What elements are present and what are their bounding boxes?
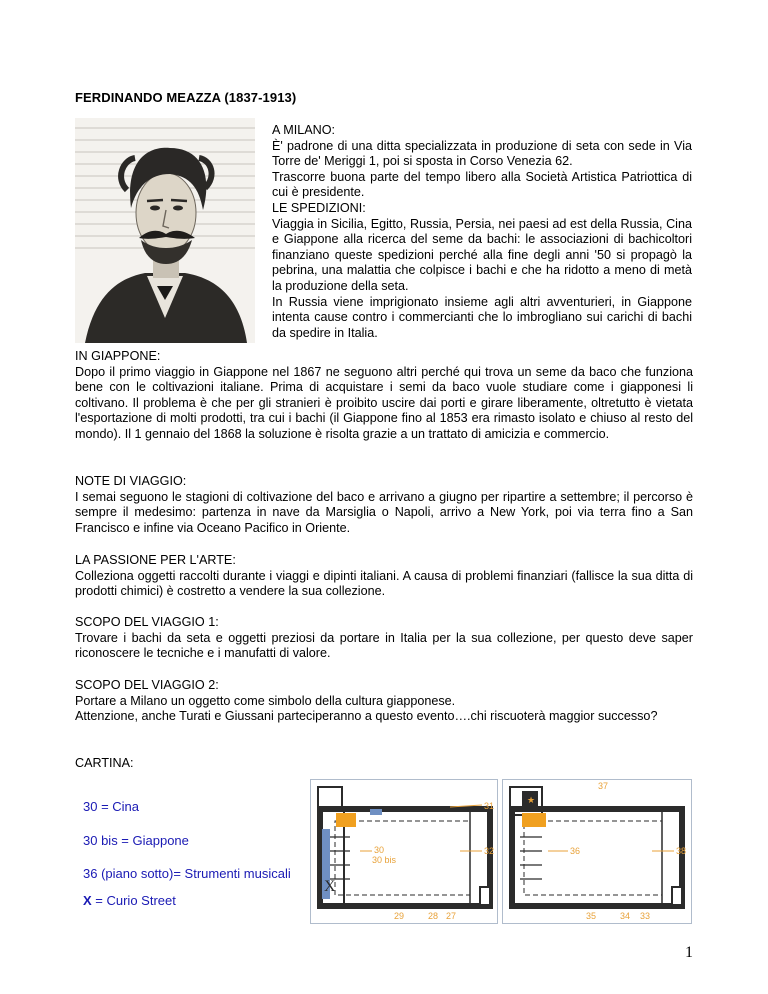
map-label-38: 38 [676, 846, 687, 856]
heading-scopo2: SCOPO DEL VIAGGIO 2: [75, 678, 219, 692]
heading-note: NOTE DI VIAGGIO: [75, 474, 187, 488]
spedizioni-line-1: Viaggia in Sicilia, Egitto, Russia, Persia, nei paesi ad est della Russia, Cina e Giappone alla ricerca del seme da bachi: le associazioni di bachicoltori finanziano queste spedizioni perché alla fine degli anni '50 si propagò la pebrina, una malattia che colpisce i bachi e che ha ridotto a meno di metà la produzione della seta. [272, 216, 692, 293]
orange-room [336, 813, 356, 827]
scopo1-text: Trovare i bachi da seta e oggetti preziosi da portare in Italia per la sua collezione, per questo deve saper riconoscere le tecniche e i manufatti di valore. [75, 630, 693, 661]
orange-room-36 [522, 813, 546, 827]
map-label-30-bis: 30 bis [372, 855, 397, 865]
section-note [75, 474, 693, 536]
heading-scopo1: SCOPO DEL VIAGGIO 1: [75, 615, 219, 629]
map-x-marker: X [324, 878, 336, 895]
legend-x-key: X [83, 893, 92, 908]
section-giappone [75, 349, 693, 443]
section-milano [272, 123, 692, 201]
map-label-30: 30 [374, 845, 385, 855]
section-arte [75, 553, 693, 600]
legend-curio-street [83, 893, 176, 908]
heading-spedizioni: LE SPEDIZIONI: [272, 201, 366, 215]
document-title: FERDINANDO MEAZZA (1837-1913) [75, 90, 297, 105]
note-text: I semai seguono le stagioni di coltivazione del baco e arrivano a giugno per ripartire a settembre; il percorso è sempre il medesimo: partenza in nave da Marsiglia o Napoli, arrivo a New York, poi via terra fino a San Francisco e infine via Oceano Pacifico in Oriente. [75, 489, 693, 535]
floor-plan-left [310, 779, 498, 924]
section-spedizioni [272, 201, 692, 341]
milano-line-2: Trascorre buona parte del tempo libero alla Società Artistica Patriottica di cui è presidente. [272, 169, 692, 200]
arte-text: Colleziona oggetti raccolti durante i viaggi e dipinti italiani. A causa di problemi finanziari (fallisce la sua ditta di prodotti chimici) è costretto a vendere la sua collezione. [75, 568, 693, 599]
map-label-29: 29 [394, 911, 405, 921]
heading-milano: A MILANO: [272, 123, 335, 137]
map-label-27: 27 [446, 911, 457, 921]
portrait-image [75, 118, 255, 343]
map-label-36: 36 [570, 846, 581, 856]
milano-line-1: È' padrone di una ditta specializzata in produzione di seta con sede in Via Torre de' Meriggi 1, poi si sposta in Corso Venezia 62. [272, 138, 692, 169]
legend-x-value: = Curio Street [91, 893, 176, 908]
page-number: 1 [685, 944, 693, 961]
map-marker-top: ★ [527, 795, 536, 805]
heading-arte: LA PASSIONE PER L'ARTE: [75, 553, 236, 567]
map-label-32: 32 [484, 846, 495, 856]
heading-cartina: CARTINA: [75, 756, 134, 770]
legend-giappone: 30 bis = Giappone [83, 833, 189, 848]
section-scopo1 [75, 615, 693, 662]
map-label-33: 33 [640, 911, 651, 921]
map-label-28: 28 [428, 911, 439, 921]
scopo2-line-2: Attenzione, anche Turati e Giussani parteciperanno a questo evento….chi riscuoterà maggior successo? [75, 709, 658, 724]
map-label-35: 35 [586, 911, 597, 921]
legend-cina: 30 = Cina [83, 799, 140, 814]
legend-strumenti: 36 (piano sotto)= Strumenti musicali [83, 866, 291, 881]
heading-giappone: IN GIAPPONE: [75, 349, 161, 363]
giappone-text: Dopo il primo viaggio in Giappone nel 1867 ne seguono altri perché qui trova un seme da baco che funziona bene con le coltivazioni italiane. Prima di acquistare i semi da baco vuole studiare come i giapponesi li coltivano. Il problema è che per gli stranieri è proibito uscire dai porti e girare liberamente, oltretutto è vietata l'esportazione di molti prodotti, tra cui i bachi (il Giappone fino al 1853 era rimasto isolato e chiuso al resto del mondo). Il 1 gennaio del 1868 la soluzione è risolta grazie a un trattato di amicizia e commercio. [75, 364, 693, 441]
scopo2-line-1: Portare a Milano un oggetto come simbolo della cultura giapponese. [75, 693, 456, 708]
map-label-34: 34 [620, 911, 631, 921]
blue-room-31 [370, 809, 382, 815]
map-label-31: 31 [484, 801, 495, 811]
map-label-37: 37 [598, 781, 609, 791]
section-scopo2 [75, 678, 693, 725]
floor-plan-right [502, 779, 692, 924]
spedizioni-line-2: In Russia viene imprigionato insieme agli altri avventurieri, in Giappone intenta cause contro i commercianti che lo imbrogliano sui carichi di bachi da spedire in Italia. [272, 294, 692, 340]
